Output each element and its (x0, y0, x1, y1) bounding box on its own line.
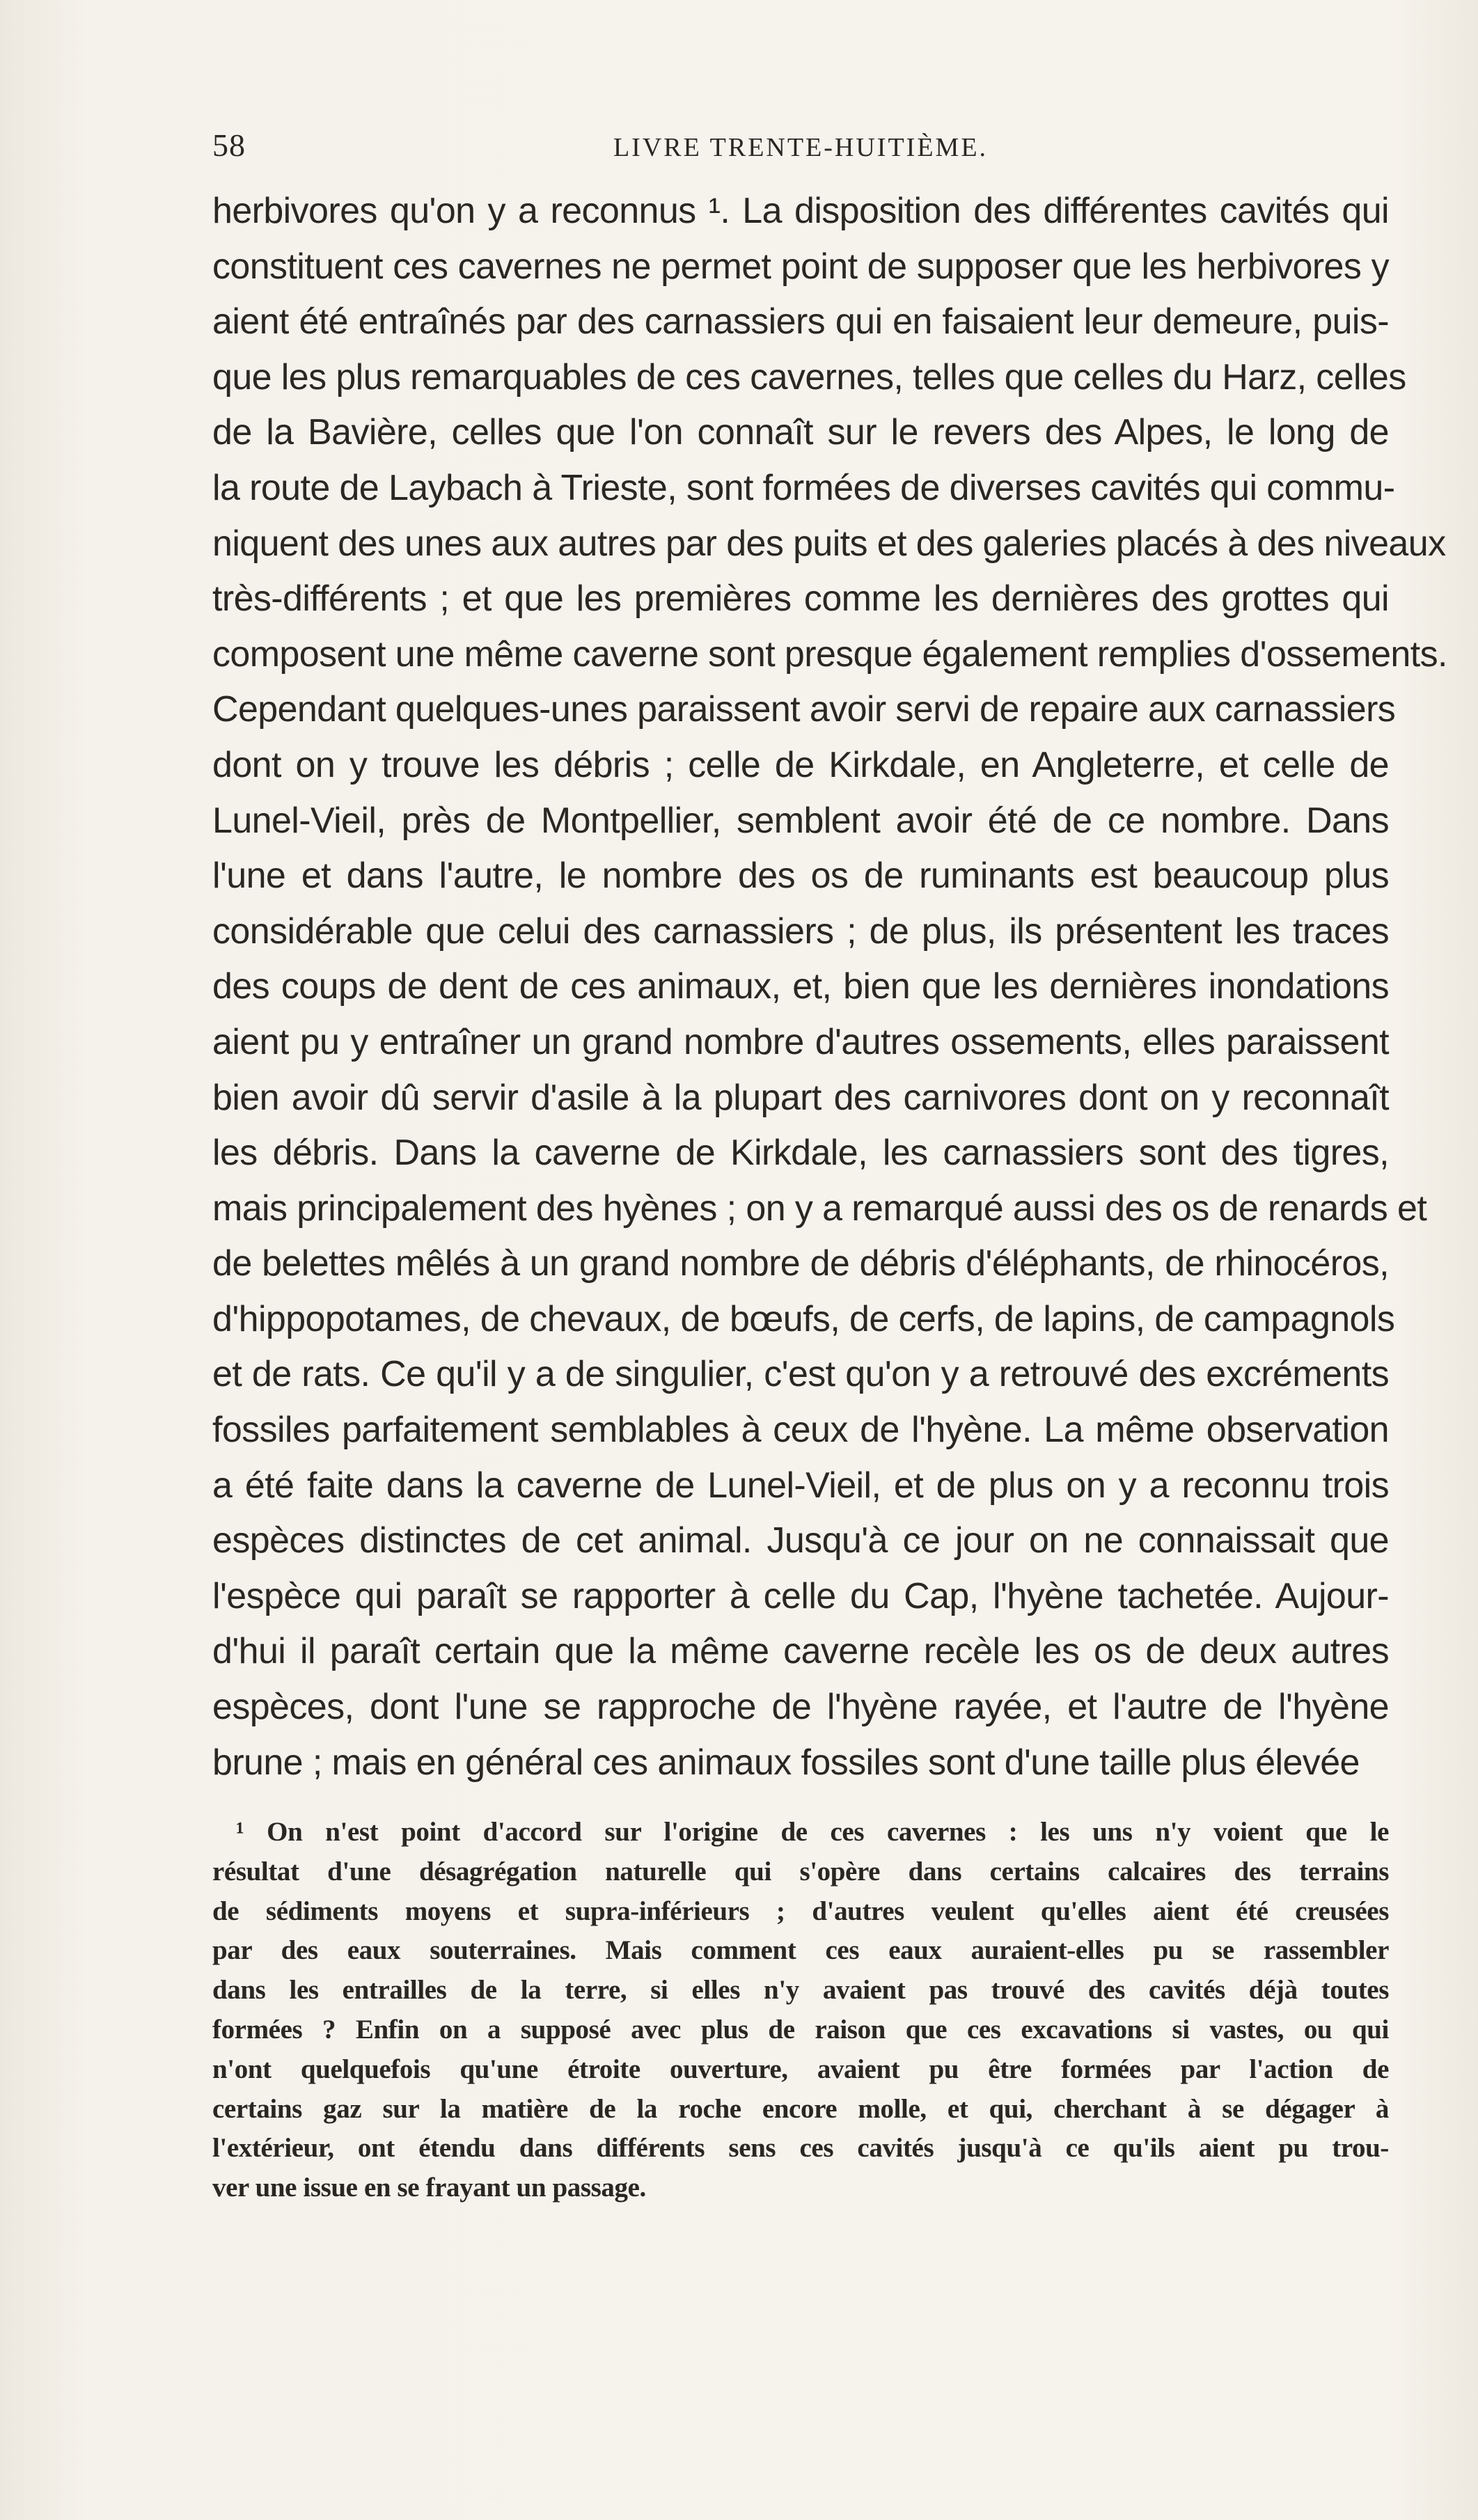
text-line: herbivores qu'on y a reconnus ¹. La disposition des différentes cavités qui (212, 191, 1389, 231)
text-line: fossiles parfaitement semblables à ceux de l'hyène. La même observation (212, 1410, 1389, 1451)
text-line: que les plus remarquables de ces cavernes, telles que celles du Harz, celles (212, 356, 1406, 397)
page-number: 58 (212, 127, 246, 163)
text-line: espèces, dont l'une se rapproche de l'hyène rayée, et l'autre de l'hyène (212, 1687, 1389, 1728)
footnote (212, 1813, 1389, 2208)
text-line: très-différents ; et que les premières comme les dernières des grottes qui (212, 578, 1389, 620)
running-title: LIVRE TRENTE-HUITIÈME. (613, 133, 989, 162)
footnote-line: formées ? Enfin on a supposé avec plus de raison que ces excavations si vastes, ou qui (212, 2014, 1389, 2045)
page-header (212, 127, 1389, 168)
text-line: espèces distinctes de cet animal. Jusqu'à ce jour on ne connaissait que (212, 1520, 1389, 1561)
footnote-line: dans les entrailles de la terre, si elles n'y avaient pas trouvé des cavités déjà toutes (212, 1975, 1389, 2006)
main-text (212, 184, 1447, 1790)
text-line: bien avoir dû servir d'asile à la plupart des carnivores dont on y reconnaît (212, 1077, 1389, 1118)
footnote-line: ¹ On n'est point d'accord sur l'origine de ces cavernes : les uns n'y voient que le (236, 1817, 1389, 1847)
text-line: d'hui il paraît certain que la même caverne recèle les os de deux autres (212, 1631, 1389, 1672)
footnote-line: par des eaux souterraines. Mais comment ces eaux auraient-elles pu se rassembler (212, 1935, 1389, 1966)
text-line: brune ; mais en général ces animaux fossiles sont d'une taille plus élevée (212, 1742, 1360, 1783)
text-line: des coups de dent de ces animaux, et, bien que les dernières inondations (212, 966, 1389, 1007)
text-line: et de rats. Ce qu'il y a de singulier, c'est qu'on y a retrouvé des excréments (212, 1354, 1389, 1395)
text-line: la route de Laybach à Trieste, sont formées de diverses cavités qui commu- (212, 467, 1395, 508)
footnote-line: résultat d'une désagrégation naturelle qui s'opère dans certains calcaires des terrains (212, 1856, 1389, 1887)
text-line: considérable que celui des carnassiers ; de plus, ils présentent les traces (212, 911, 1389, 952)
text-line: de la Bavière, celles que l'on connaît sur le revers des Alpes, le long de (212, 412, 1389, 453)
text-line: l'une et dans l'autre, le nombre des os de ruminants est beaucoup plus (212, 856, 1389, 897)
footnote-line: ver une issue en se frayant un passage. (212, 2173, 646, 2203)
text-line: aient été entraînés par des carnassiers qui en faisaient leur demeure, puis- (212, 301, 1389, 342)
text-line: d'hippopotames, de chevaux, de bœufs, de cerfs, de lapins, de campagnols (212, 1298, 1395, 1339)
text-line: a été faite dans la caverne de Lunel-Vieil, et de plus on y a reconnu trois (212, 1465, 1389, 1506)
text-line: mais principalement des hyènes ; on y a remarqué aussi des os de renards et (212, 1188, 1427, 1229)
text-line: Lunel-Vieil, près de Montpellier, semblent avoir été de ce nombre. Dans (212, 800, 1389, 841)
text-line: composent une même caverne sont presque également remplies d'ossements. (212, 633, 1447, 675)
text-line: constituent ces cavernes ne permet point de supposer que les herbivores y (212, 246, 1389, 287)
text-line: les débris. Dans la caverne de Kirkdale, les carnassiers sont des tigres, (212, 1133, 1389, 1174)
text-line: niquent des unes aux autres par des puits et des galeries placés à des niveaux (212, 523, 1446, 564)
text-line: aient pu y entraîner un grand nombre d'autres ossements, elles paraissent (212, 1021, 1389, 1062)
text-line: Cependant quelques-unes paraissent avoir servi de repaire aux carnassiers (212, 689, 1396, 730)
text-line: l'espèce qui paraît se rapporter à celle du Cap, l'hyène tachetée. Aujour- (212, 1575, 1389, 1616)
footnote-line: de sédiments moyens et supra-inférieurs ; d'autres veulent qu'elles aient été creusées (212, 1896, 1389, 1926)
footnote-line: l'extérieur, ont étendu dans différents sens ces cavités jusqu'à ce qu'ils aient pu trou- (212, 2133, 1389, 2164)
footnote-line: n'ont quelquefois qu'une étroite ouverture, avaient pu être formées par l'action de (212, 2054, 1389, 2084)
text-line: dont on y trouve les débris ; celle de Kirkdale, en Angleterre, et celle de (212, 744, 1389, 785)
footnote-line: certains gaz sur la matière de la roche encore molle, et qui, cherchant à se dégager à (212, 2093, 1389, 2124)
text-line: de belettes mêlés à un grand nombre de débris d'éléphants, de rhinocéros, (212, 1243, 1389, 1284)
